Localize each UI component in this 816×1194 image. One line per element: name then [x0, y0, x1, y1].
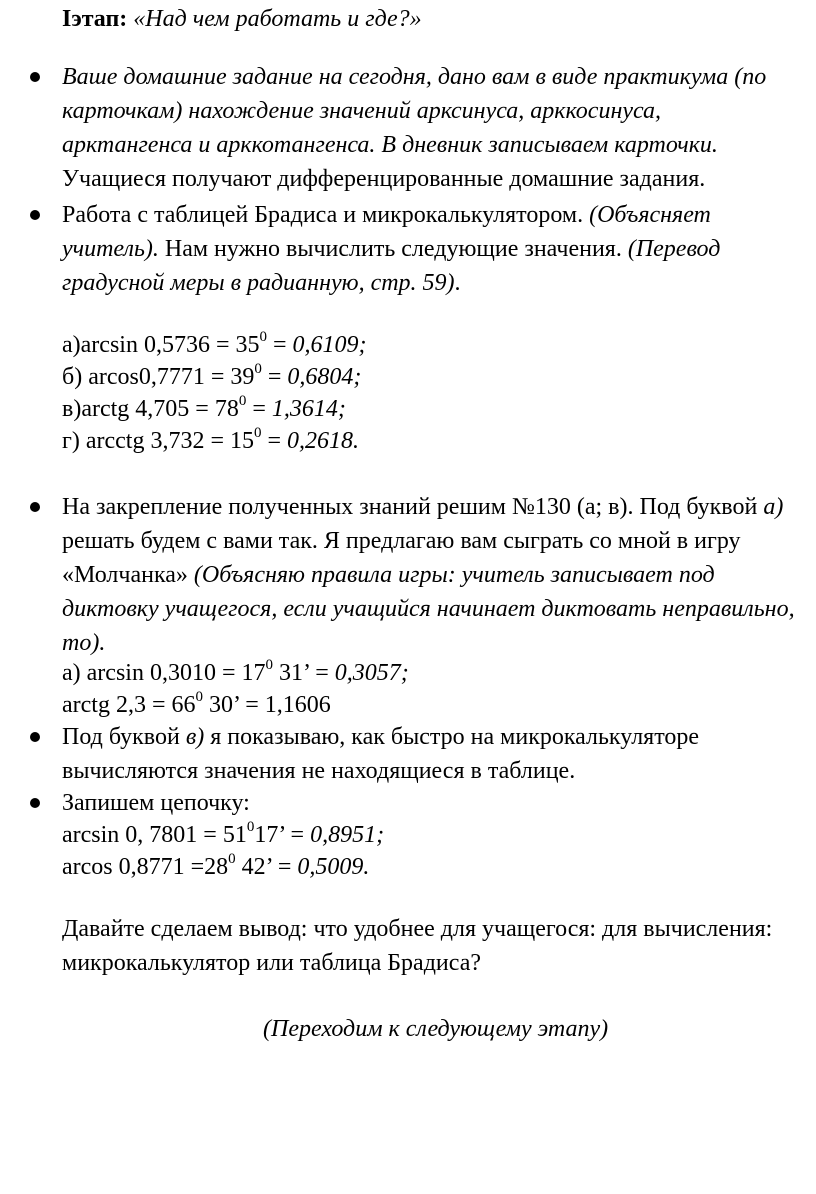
table-work-note: градусной меры в радианную, стр. 59) — [62, 270, 455, 296]
example-radians: 0,6804; — [287, 364, 362, 390]
table-work-note: учитель). — [62, 236, 159, 262]
example-expr: а)arcsin 0,5736 = 35 — [62, 332, 260, 358]
example-eq: = — [261, 364, 288, 390]
example-expr: arcos 0,8771 =28 — [62, 854, 229, 880]
calc-line-2: вычисляются значения не находящиеся в таблице. — [62, 758, 576, 784]
table-work-line-3 — [62, 266, 461, 300]
example-radians: 1,3614; — [271, 396, 346, 422]
example-line — [62, 328, 367, 362]
example-radians: 0,8951; — [310, 822, 385, 848]
example-expr: г) arcctg 3,732 = 15 — [62, 428, 254, 454]
example-eq: = — [246, 396, 272, 422]
degree-mark: 0 — [254, 361, 262, 377]
reinforce-text: На закрепление полученных знаний решим №130 (а; в). Под буквой — [62, 494, 764, 520]
example-eq: 30’ = 1,1606 — [203, 692, 331, 718]
reinforce-line-1 — [62, 490, 783, 524]
calc-text: я показываю, как быстро на микрокалькуляторе — [204, 724, 700, 750]
homework-line-3: арктангенса и арккотангенса. В дневник записываем карточки. — [62, 132, 718, 158]
reinforce-line-5: то). — [62, 630, 106, 656]
example-expr: arcsin 0, 7801 = 51 — [62, 822, 247, 848]
homework-line-1: Ваше домашние задание на сегодня, дано вам в виде практикума (по — [62, 64, 767, 90]
table-work-intro: Работа с таблицей Брадиса и микрокалькулятором. — [62, 202, 590, 228]
chain-line — [62, 850, 369, 884]
reinforce-letter: а) — [763, 494, 784, 520]
conclusion-line-1: Давайте сделаем вывод: что удобнее для учащегося: для вычисления: — [62, 916, 773, 942]
reinforce-line-3 — [62, 558, 715, 592]
example-radians: 0,5009. — [297, 854, 370, 880]
next-stage-note: (Переходим к следующему этапу) — [263, 1016, 609, 1042]
degree-mark: 0 — [228, 851, 236, 867]
example-expr: б) arcos0,7771 = 39 — [62, 364, 255, 390]
reinforce-example-line — [62, 688, 331, 722]
example-line — [62, 360, 361, 394]
degree-mark: 0 — [259, 329, 267, 345]
example-expr: а) arcsin 0,3010 = 17 — [62, 660, 266, 686]
example-eq: 17’ = — [254, 822, 311, 848]
degree-mark: 0 — [265, 657, 273, 673]
stage-heading — [62, 2, 422, 36]
example-line — [62, 424, 359, 458]
table-work-line-1 — [62, 198, 711, 232]
example-eq: = — [266, 332, 293, 358]
degree-mark: 0 — [238, 393, 247, 409]
table-work-note: (Перевод — [627, 236, 721, 262]
table-work-task: Нам нужно вычислить следующие значения. — [158, 236, 628, 262]
example-radians: 0,6109; — [292, 332, 367, 358]
bullet-icon — [30, 72, 40, 82]
stage-question: «Над чем работать и где?» — [133, 6, 422, 32]
bullet-icon — [30, 210, 40, 220]
homework-line-2: карточкам) нахождение значений арксинуса, арккосинуса, — [62, 98, 662, 124]
homework-line-4: Учащиеся получают дифференцированные домашние задания. — [62, 166, 706, 192]
example-line — [62, 392, 346, 426]
example-eq: = — [261, 428, 288, 454]
calc-text: Под буквой — [62, 724, 186, 750]
example-eq: 31’ = — [272, 660, 335, 686]
reinforce-example-line — [62, 656, 409, 690]
example-radians: 0,3057; — [334, 660, 409, 686]
reinforce-line-4: диктовку учащегося, если учащийся начинает диктовать неправильно, — [62, 596, 795, 622]
bullet-icon — [30, 502, 40, 512]
stage-label: Iэтап: — [62, 6, 128, 32]
degree-mark: 0 — [195, 689, 203, 705]
reinforce-line-2: решать будем с вами так. Я предлагаю вам сыграть со мной в игру — [62, 528, 741, 554]
calc-line-1 — [62, 720, 699, 754]
degree-mark: 0 — [246, 819, 255, 835]
example-expr: в)arctg 4,705 = 78 — [62, 396, 239, 422]
table-work-note: (Объясняет — [589, 202, 711, 228]
example-expr: arctg 2,3 = 66 — [62, 692, 196, 718]
conclusion-line-2: микрокалькулятор или таблица Брадиса? — [62, 950, 481, 976]
table-work-period: . — [454, 270, 461, 296]
chain-title: Запишем цепочку: — [62, 790, 250, 816]
table-work-line-2 — [62, 232, 720, 266]
reinforce-game-name: «Молчанка» — [62, 562, 194, 588]
reinforce-rules: (Объясняю правила игры: учитель записывает под — [193, 562, 715, 588]
example-eq: 42’ = — [235, 854, 298, 880]
bullet-icon — [30, 732, 40, 742]
example-radians: 0,2618. — [287, 428, 360, 454]
calc-letter: в) — [185, 724, 205, 750]
chain-line — [62, 818, 384, 852]
bullet-icon — [30, 798, 40, 808]
degree-mark: 0 — [254, 425, 262, 441]
